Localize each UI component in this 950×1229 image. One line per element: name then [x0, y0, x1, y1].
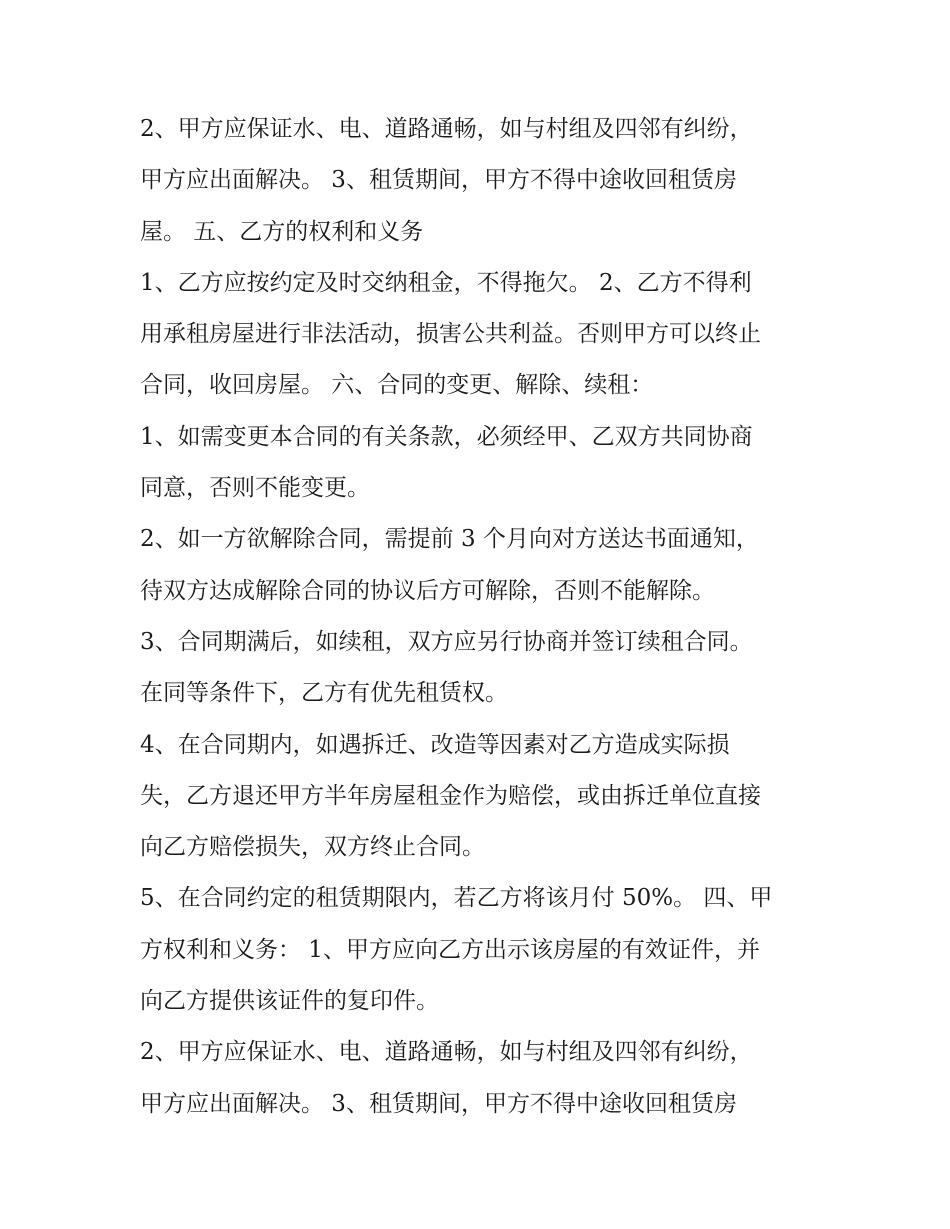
text-line: 合同，收回房屋。 六、合同的变更、解除、续租：	[140, 372, 654, 399]
text-line: 待双方达成解除合同的协议后方可解除，否则不能解除。	[140, 577, 715, 604]
text-line: 2、甲方应保证水、电、道路通畅，如与村组及四邻有纠纷，	[140, 116, 753, 142]
text-line: 2、甲方应保证水、电、道路通畅，如与村组及四邻有纠纷，	[140, 1039, 753, 1066]
text-line: 甲方应出面解决。 3、租赁期间，甲方不得中途收回租赁房	[140, 1090, 737, 1117]
text-line: 1、乙方应按约定及时交纳租金，不得拖欠。 2、乙方不得利	[140, 269, 752, 296]
text-line: 屋。 五、乙方的权利和义务	[140, 218, 424, 245]
text-line: 向乙方提供该证件的复印件。	[140, 988, 439, 1015]
text-line: 3、合同期满后，如续租，双方应另行协商并签订续租合同。	[140, 628, 753, 655]
text-line: 用承租房屋进行非法活动，损害公共利益。否则甲方可以终止	[140, 321, 761, 348]
text-line: 向乙方赔偿损失，双方终止合同。	[140, 834, 485, 861]
text-line: 方权利和义务： 1、甲方应向乙方出示该房屋的有效证件，并	[140, 936, 760, 963]
text-line: 失，乙方退还甲方半年房屋租金作为赔偿，或由拆迁单位直接	[140, 782, 761, 809]
text-line: 5、在合同约定的租赁期限内，若乙方将该月付 50%。 四、甲	[140, 885, 773, 912]
text-line: 同意，否则不能变更。	[140, 475, 370, 502]
text-line: 1、如需变更本合同的有关条款，必须经甲、乙双方共同协商	[140, 423, 753, 450]
text-line: 2、如一方欲解除合同，需提前 3 个月向对方送达书面通知，	[140, 526, 759, 553]
text-line: 4、在合同期内，如遇拆迁、改造等因素对乙方造成实际损	[140, 731, 730, 758]
text-line: 甲方应出面解决。 3、租赁期间，甲方不得中途收回租赁房	[140, 167, 737, 194]
document-body	[140, 104, 830, 1130]
text-line: 在同等条件下，乙方有优先租赁权。	[140, 680, 508, 707]
